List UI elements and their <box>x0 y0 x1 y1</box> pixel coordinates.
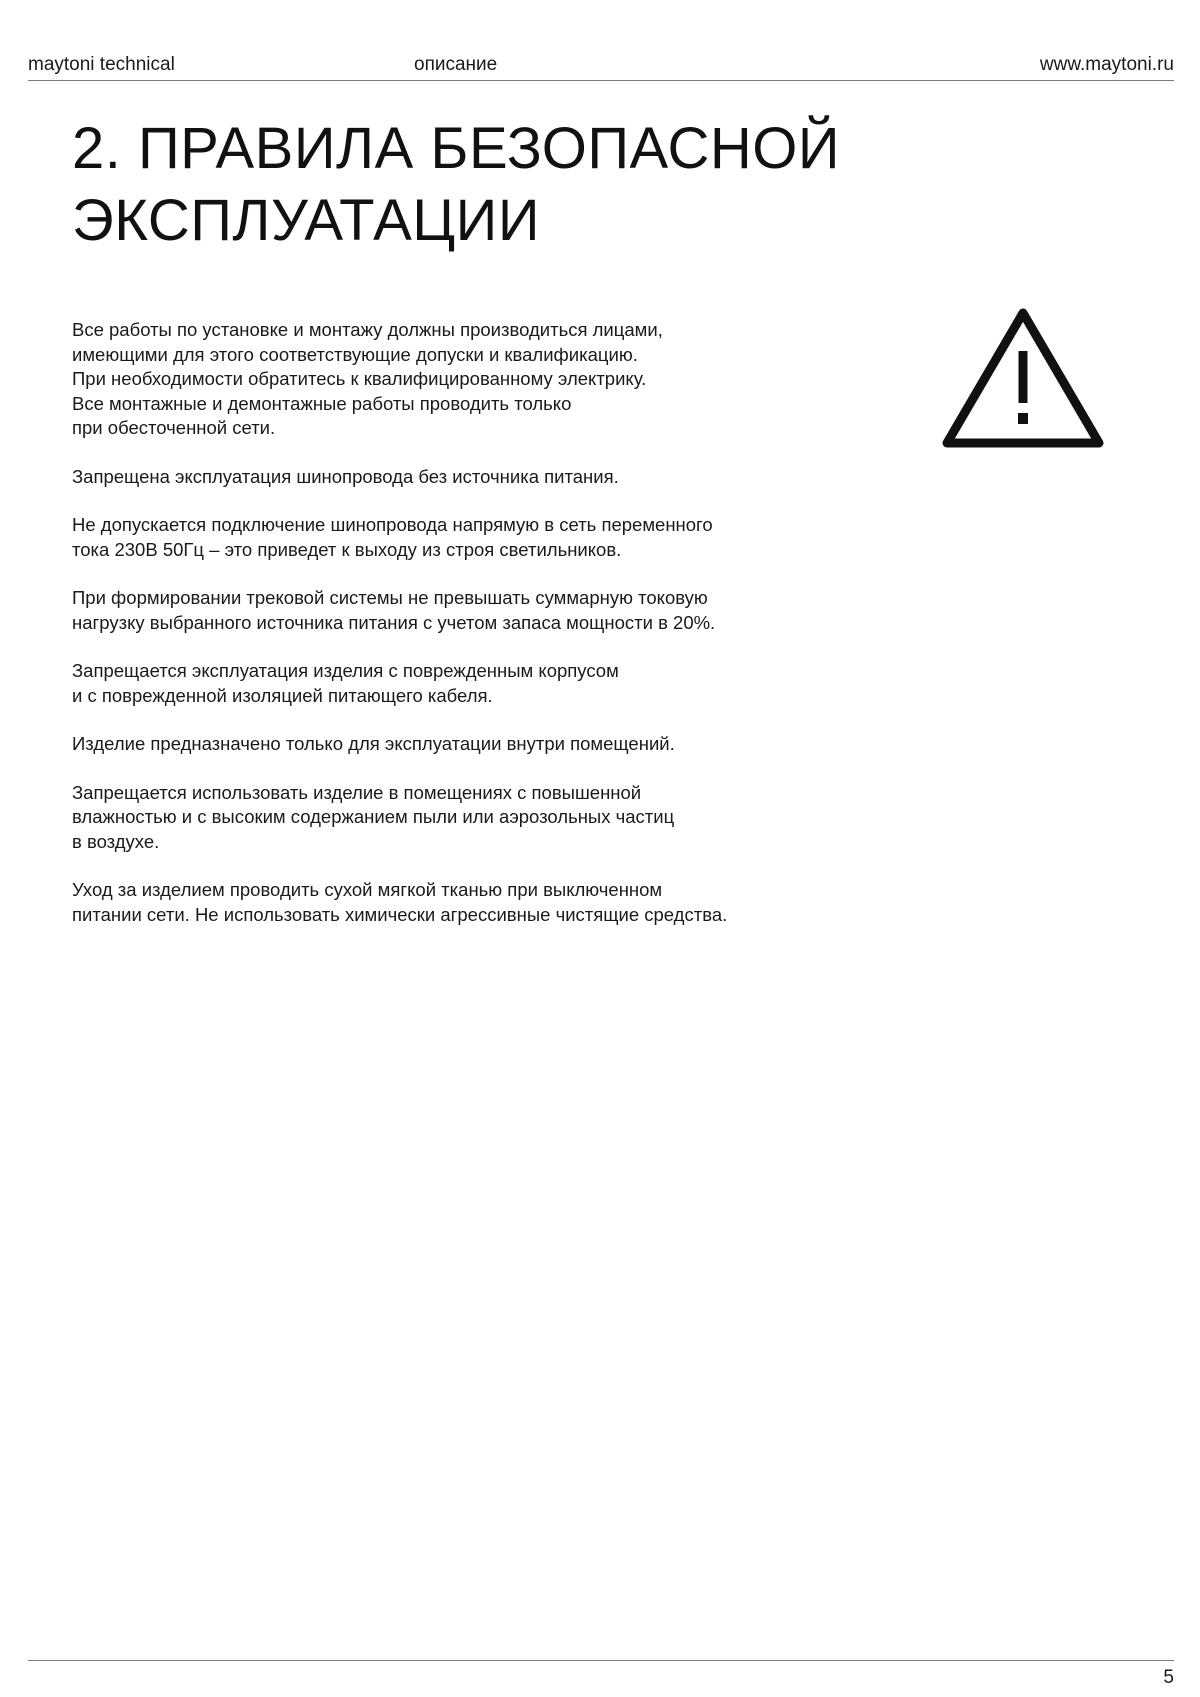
paragraph-4: При формировании трековой системы не превышать суммарную токовую нагрузку выбранного источника питания с учетом запаса мощности в 20%. <box>72 587 716 633</box>
paragraph-3: Не допускается подключение шинопровода напрямую в сеть переменного тока 230В 50Гц – это приведет к выходу из строя светильников. <box>72 514 713 560</box>
header-website: www.maytoni.ru <box>1039 54 1174 75</box>
paragraph-8: Уход за изделием проводить сухой мягкой тканью при выключенном питании сети. Не использовать химически агрессивные чистящие средства. <box>72 879 728 925</box>
page-footer <box>28 1660 1174 1688</box>
paragraph-6: Изделие предназначено только для эксплуатации внутри помещений. <box>72 733 675 754</box>
warning-triangle-icon <box>937 303 1109 455</box>
page-title: 2. ПРАВИЛА БЕЗОПАСНОЙ ЭКСПЛУАТАЦИИ <box>72 116 841 253</box>
paragraph-2: Запрещена эксплуатация шинопровода без источника питания. <box>72 465 619 487</box>
page-header <box>28 50 1174 81</box>
page-number: 5 <box>1163 1667 1174 1688</box>
paragraph-5: Запрещается эксплуатация изделия с поврежденным корпусом и с поврежденной изоляцией питающего кабеля. <box>72 660 619 706</box>
safety-rules-body <box>72 318 872 951</box>
header-section: описание <box>414 54 498 75</box>
header-brand: maytoni technical <box>28 54 175 75</box>
paragraph-1: Все работы по установке и монтажу должны производиться лицами, имеющими для этого соответствующие допуски и квалификацию. При необходимости обратитесь к квалифицированному электрику. Все монтажные и демонтажные работы проводить только при обесточенной сети. <box>72 319 663 438</box>
paragraph-7: Запрещается использовать изделие в помещениях с повышенной влажностью и с высоким содержанием пыли или аэрозольных частиц в воздухе. <box>72 781 675 852</box>
